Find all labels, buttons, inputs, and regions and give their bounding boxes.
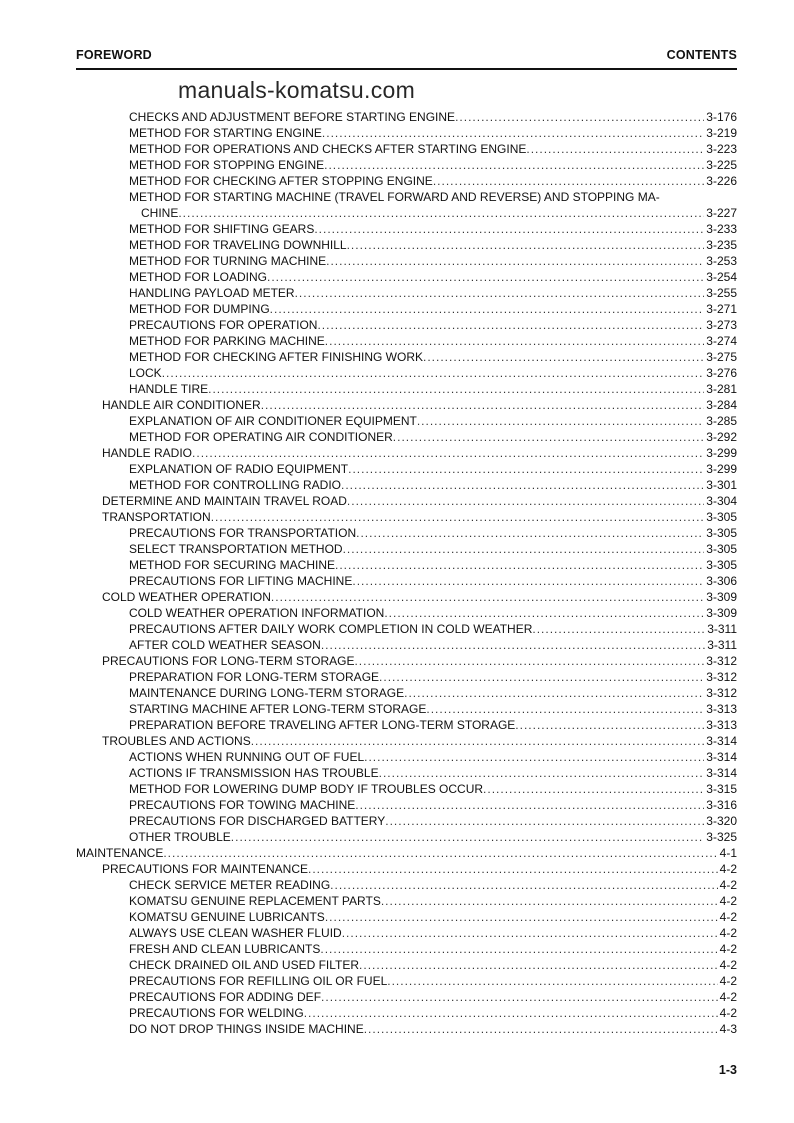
toc-entry-page: 3-253 bbox=[706, 254, 737, 268]
toc-entry[interactable] bbox=[129, 237, 737, 253]
toc-entry-page: 3-223 bbox=[706, 142, 737, 156]
toc-entry[interactable] bbox=[129, 429, 737, 445]
dot-leader bbox=[347, 237, 705, 253]
toc-entry-page: 3-314 bbox=[706, 750, 737, 764]
toc-entry-title: HANDLE AIR CONDITIONER bbox=[102, 398, 261, 412]
dot-leader bbox=[393, 429, 705, 445]
toc-entry[interactable] bbox=[102, 397, 737, 413]
toc-entry[interactable] bbox=[129, 477, 737, 493]
dot-leader bbox=[379, 765, 705, 781]
toc-entry[interactable] bbox=[129, 109, 737, 125]
toc-entry-page: 4-2 bbox=[719, 862, 737, 876]
toc-entry[interactable] bbox=[129, 813, 737, 829]
toc-entry[interactable] bbox=[129, 525, 737, 541]
toc-entry[interactable] bbox=[129, 1005, 737, 1021]
toc-entry[interactable] bbox=[129, 413, 737, 429]
toc-entry-page: 3-306 bbox=[706, 574, 737, 588]
toc-entry-title: KOMATSU GENUINE REPLACEMENT PARTS bbox=[129, 894, 381, 908]
dot-leader bbox=[433, 173, 704, 189]
toc-entry-title: HANDLING PAYLOAD METER bbox=[129, 286, 295, 300]
toc-entry[interactable] bbox=[129, 621, 737, 637]
toc-entry[interactable] bbox=[102, 445, 737, 461]
toc-entry[interactable] bbox=[129, 317, 737, 333]
toc-entry-title: ALWAYS USE CLEAN WASHER FLUID bbox=[129, 926, 342, 940]
toc-entry-title: PRECAUTIONS FOR TOWING MACHINE bbox=[129, 798, 356, 812]
toc-entry[interactable] bbox=[129, 749, 737, 765]
toc-entry-title: KOMATSU GENUINE LUBRICANTS bbox=[129, 910, 325, 924]
toc-entry[interactable] bbox=[129, 605, 737, 621]
toc-entry-title: PREPARATION BEFORE TRAVELING AFTER LONG-TERM STORAGE bbox=[129, 718, 516, 732]
dot-leader bbox=[532, 621, 705, 637]
toc-entry[interactable] bbox=[129, 173, 737, 189]
toc-entry[interactable] bbox=[129, 141, 737, 157]
watermark: manuals-komatsu.com bbox=[178, 77, 416, 103]
toc-entry-page: 4-2 bbox=[719, 958, 737, 972]
toc-entry[interactable] bbox=[129, 461, 737, 477]
toc-entry[interactable] bbox=[102, 589, 737, 605]
dot-leader bbox=[192, 445, 704, 461]
toc-entry[interactable] bbox=[129, 893, 737, 909]
toc-entry[interactable] bbox=[129, 285, 737, 301]
dot-leader bbox=[404, 685, 704, 701]
toc-entry[interactable] bbox=[129, 125, 737, 141]
toc-entry[interactable] bbox=[76, 845, 737, 861]
dot-leader bbox=[385, 813, 704, 829]
toc-entry-page: 3-285 bbox=[706, 414, 737, 428]
toc-entry-title: PRECAUTIONS AFTER DAILY WORK COMPLETION IN COLD WEATHER bbox=[129, 622, 533, 636]
dot-leader bbox=[320, 941, 717, 957]
toc-entry-page: 3-305 bbox=[706, 558, 737, 572]
toc-entry-title: PRECAUTIONS FOR OPERATION bbox=[129, 318, 318, 332]
toc-entry-page: 4-2 bbox=[719, 974, 737, 988]
dot-leader bbox=[423, 349, 704, 365]
toc-entry-page: 3-311 bbox=[707, 638, 737, 652]
toc-entry-page: 4-2 bbox=[719, 926, 737, 940]
toc-entry-page: 3-305 bbox=[706, 526, 737, 540]
toc-entry-title: PRECAUTIONS FOR REFILLING OIL OR FUEL bbox=[129, 974, 388, 988]
dot-leader bbox=[231, 829, 705, 845]
toc-entry-title: METHOD FOR LOWERING DUMP BODY IF TROUBLES OCCUR bbox=[129, 782, 484, 796]
toc-entry-page: 3-312 bbox=[706, 670, 737, 684]
toc-entry-page: 3-309 bbox=[706, 590, 737, 604]
toc-entry-page: 3-276 bbox=[706, 366, 737, 380]
toc-entry-title: METHOD FOR TRAVELING DOWNHILL bbox=[129, 238, 347, 252]
toc-entry[interactable] bbox=[129, 349, 737, 365]
toc-entry-page: 3-226 bbox=[706, 174, 737, 188]
toc-entry[interactable] bbox=[129, 717, 737, 733]
header-section-title: FOREWORD bbox=[76, 48, 152, 62]
toc-entry[interactable] bbox=[129, 701, 737, 717]
toc-entry-title: METHOD FOR STARTING ENGINE bbox=[129, 126, 322, 140]
toc-entry-page: 3-284 bbox=[706, 398, 737, 412]
toc-entry-title: METHOD FOR CHECKING AFTER FINISHING WORK bbox=[129, 350, 424, 364]
dot-leader bbox=[483, 781, 704, 797]
dot-leader bbox=[352, 573, 704, 589]
toc-entry-page: 3-325 bbox=[706, 830, 737, 844]
toc-entry[interactable] bbox=[129, 637, 737, 653]
toc-entry[interactable] bbox=[129, 365, 737, 381]
toc-entry-title: PRECAUTIONS FOR DISCHARGED BATTERY bbox=[129, 814, 386, 828]
dot-leader bbox=[364, 749, 704, 765]
toc-entry-title: MAINTENANCE DURING LONG-TERM STORAGE bbox=[129, 686, 405, 700]
toc-entry-page: 4-1 bbox=[719, 846, 737, 860]
toc-entry-title: COLD WEATHER OPERATION INFORMATION bbox=[129, 606, 385, 620]
toc-entry-title: METHOD FOR STARTING MACHINE (TRAVEL FORWARD AND REVERSE) AND STOPPING MA- bbox=[129, 190, 660, 204]
toc-entry-title: METHOD FOR SHIFTING GEARS bbox=[129, 222, 315, 236]
toc-entry[interactable] bbox=[102, 653, 737, 669]
toc-entry-title: PRECAUTIONS FOR WELDING bbox=[129, 1006, 304, 1020]
toc-entry[interactable] bbox=[129, 909, 737, 925]
toc-entry-title: CHECK SERVICE METER READING bbox=[129, 878, 331, 892]
toc-entry-page: 3-219 bbox=[706, 126, 737, 140]
dot-leader bbox=[178, 205, 704, 221]
toc-entry-title: METHOD FOR CONTROLLING RADIO bbox=[129, 478, 342, 492]
toc-entry[interactable] bbox=[129, 829, 737, 845]
toc-entry-page: 3-233 bbox=[706, 222, 737, 236]
toc-entry-page: 3-309 bbox=[706, 606, 737, 620]
header-contents-title: CONTENTS bbox=[666, 48, 737, 62]
toc-entry-page: 3-314 bbox=[706, 734, 737, 748]
toc-entry-page: 4-2 bbox=[719, 942, 737, 956]
toc-entry-page: 3-227 bbox=[706, 206, 737, 220]
dot-leader bbox=[387, 973, 717, 989]
toc-entry-title: STARTING MACHINE AFTER LONG-TERM STORAGE bbox=[129, 702, 427, 716]
dot-leader bbox=[321, 637, 705, 653]
toc-entry-title: OTHER TROUBLE bbox=[129, 830, 231, 844]
toc-entry[interactable] bbox=[102, 493, 737, 509]
toc-entry-page: 3-305 bbox=[706, 542, 737, 556]
toc-entry-title: METHOD FOR PARKING MACHINE bbox=[129, 334, 325, 348]
toc-entry-title: METHOD FOR OPERATIONS AND CHECKS AFTER STARTING ENGINE bbox=[129, 142, 527, 156]
toc-entry-title: COLD WEATHER OPERATION bbox=[102, 590, 271, 604]
toc-entry-page: 3-292 bbox=[706, 430, 737, 444]
toc-entry-title: CHECK DRAINED OIL AND USED FILTER bbox=[129, 958, 360, 972]
toc-entry-page: 4-2 bbox=[719, 990, 737, 1004]
toc-entry[interactable] bbox=[129, 877, 737, 893]
toc-entry-page: 3-176 bbox=[706, 110, 737, 124]
toc-entry[interactable] bbox=[129, 253, 737, 269]
toc-entry-page: 3-320 bbox=[706, 814, 737, 828]
toc-entry-page: 3-299 bbox=[706, 462, 737, 476]
toc-entry[interactable] bbox=[129, 941, 737, 957]
toc-entry-page: 3-305 bbox=[706, 510, 737, 524]
toc-entry[interactable] bbox=[129, 333, 737, 349]
toc-entry-page: 3-304 bbox=[706, 494, 737, 508]
dot-leader bbox=[355, 797, 704, 813]
dot-leader bbox=[325, 909, 718, 925]
toc-entry-page: 3-311 bbox=[707, 622, 737, 636]
dot-leader bbox=[322, 125, 704, 141]
toc-entry-page: 4-3 bbox=[719, 1022, 737, 1036]
dot-leader bbox=[314, 221, 704, 237]
toc-entry-title: FRESH AND CLEAN LUBRICANTS bbox=[129, 942, 321, 956]
toc-entry[interactable] bbox=[129, 301, 737, 317]
dot-leader bbox=[251, 733, 705, 749]
toc-entry-page: 3-301 bbox=[706, 478, 737, 492]
toc-entry-title: EXPLANATION OF AIR CONDITIONER EQUIPMENT bbox=[129, 414, 417, 428]
toc-entry-title: PRECAUTIONS FOR MAINTENANCE bbox=[102, 862, 309, 876]
toc-entry-page: 4-2 bbox=[719, 878, 737, 892]
dot-leader bbox=[324, 157, 704, 173]
toc-entry[interactable] bbox=[102, 861, 737, 877]
dot-leader bbox=[325, 333, 705, 349]
toc-entry-title: METHOD FOR SECURING MACHINE bbox=[129, 558, 336, 572]
dot-leader bbox=[163, 845, 717, 861]
toc-entry-page: 3-313 bbox=[706, 718, 737, 732]
toc-entry-page: 3-271 bbox=[706, 302, 737, 316]
dot-leader bbox=[359, 957, 718, 973]
toc-entry-title: METHOD FOR TURNING MACHINE bbox=[129, 254, 327, 268]
toc-entry-title: PRECAUTIONS FOR TRANSPORTATION bbox=[129, 526, 357, 540]
dot-leader bbox=[342, 925, 718, 941]
toc-entry[interactable] bbox=[129, 1021, 737, 1037]
dot-leader bbox=[515, 717, 704, 733]
toc-entry-title: DETERMINE AND MAINTAIN TRAVEL ROAD bbox=[102, 494, 347, 508]
toc-entry-title: PRECAUTIONS FOR ADDING DEF bbox=[129, 990, 322, 1004]
dot-leader bbox=[271, 589, 704, 605]
toc-entry-title: DO NOT DROP THINGS INSIDE MACHINE bbox=[129, 1022, 364, 1036]
dot-leader bbox=[317, 317, 704, 333]
toc-entry[interactable] bbox=[129, 781, 737, 797]
toc-entry-title: MAINTENANCE bbox=[76, 846, 164, 860]
toc-entry-title: METHOD FOR OPERATING AIR CONDITIONER bbox=[129, 430, 393, 444]
toc-entry-title: METHOD FOR DUMPING bbox=[129, 302, 270, 316]
toc-entry-title: LOCK bbox=[129, 366, 162, 380]
toc-entry-page: 3-275 bbox=[706, 350, 737, 364]
toc-entry-page: 3-225 bbox=[706, 158, 737, 172]
dot-leader bbox=[211, 509, 705, 525]
toc-entry-title: HANDLE TIRE bbox=[129, 382, 209, 396]
toc-entry[interactable] bbox=[129, 685, 737, 701]
dot-leader bbox=[261, 397, 705, 413]
toc-entry[interactable] bbox=[129, 157, 737, 173]
toc-entry[interactable] bbox=[102, 509, 737, 525]
toc-entry-page: 3-313 bbox=[706, 702, 737, 716]
toc-entry-title: PRECAUTIONS FOR LONG-TERM STORAGE bbox=[102, 654, 355, 668]
toc-entry-page: 3-312 bbox=[706, 686, 737, 700]
dot-leader bbox=[341, 477, 704, 493]
toc-entry[interactable] bbox=[129, 669, 737, 685]
toc-entry[interactable] bbox=[129, 381, 737, 397]
toc-entry-page: 4-2 bbox=[719, 910, 737, 924]
toc-entry[interactable] bbox=[129, 557, 737, 573]
toc-entry-page: 3-299 bbox=[706, 446, 737, 460]
toc-entry-title: ACTIONS IF TRANSMISSION HAS TROUBLE bbox=[129, 766, 379, 780]
toc-entry[interactable] bbox=[129, 269, 737, 285]
dot-leader bbox=[335, 557, 704, 573]
dot-leader bbox=[381, 893, 718, 909]
toc-entry[interactable] bbox=[129, 989, 737, 1005]
toc-entry-title-continued: CHINE bbox=[141, 206, 179, 220]
toc-entry-page: 3-254 bbox=[706, 270, 737, 284]
dot-leader bbox=[526, 141, 704, 157]
dot-leader bbox=[326, 253, 704, 269]
toc-entry[interactable] bbox=[129, 925, 737, 941]
toc-entry-page: 3-315 bbox=[706, 782, 737, 796]
toc-entry[interactable] bbox=[129, 573, 737, 589]
dot-leader bbox=[270, 301, 705, 317]
toc-entry-title: SELECT TRANSPORTATION METHOD bbox=[129, 542, 343, 556]
dot-leader bbox=[304, 1005, 718, 1021]
dot-leader bbox=[379, 669, 704, 685]
dot-leader bbox=[426, 701, 704, 717]
toc-entry-title: TROUBLES AND ACTIONS bbox=[102, 734, 251, 748]
toc-entry-title: PREPARATION FOR LONG-TERM STORAGE bbox=[129, 670, 380, 684]
toc-entry-page: 3-312 bbox=[706, 654, 737, 668]
dot-leader bbox=[295, 285, 705, 301]
toc-entry-page: 3-314 bbox=[706, 766, 737, 780]
toc-entry-page: 4-2 bbox=[719, 894, 737, 908]
dot-leader bbox=[455, 109, 704, 125]
toc-entry[interactable] bbox=[129, 189, 737, 205]
dot-leader bbox=[343, 541, 705, 557]
toc-entry-title: METHOD FOR STOPPING ENGINE bbox=[129, 158, 325, 172]
toc-entry[interactable] bbox=[129, 541, 737, 557]
toc-entry-title: HANDLE RADIO bbox=[102, 446, 193, 460]
toc-entry-title: METHOD FOR LOADING bbox=[129, 270, 268, 284]
toc-entry[interactable] bbox=[129, 221, 737, 237]
toc-entry-title: CHECKS AND ADJUSTMENT BEFORE STARTING ENGINE bbox=[129, 110, 456, 124]
dot-leader bbox=[308, 861, 718, 877]
dot-leader bbox=[384, 605, 704, 621]
dot-leader bbox=[208, 381, 704, 397]
toc-entry-page: 4-2 bbox=[719, 1006, 737, 1020]
toc-entry-title: AFTER COLD WEATHER SEASON bbox=[129, 638, 321, 652]
toc-entry-title: TRANSPORTATION bbox=[102, 510, 211, 524]
toc-entry[interactable] bbox=[129, 973, 737, 989]
dot-leader bbox=[330, 877, 718, 893]
toc-entry-page: 3-281 bbox=[706, 382, 737, 396]
dot-leader bbox=[162, 365, 705, 381]
dot-leader bbox=[354, 653, 704, 669]
dot-leader bbox=[347, 493, 704, 509]
toc-entry[interactable] bbox=[102, 733, 737, 749]
toc-entry[interactable] bbox=[129, 765, 737, 781]
toc-entry[interactable] bbox=[129, 797, 737, 813]
toc-entry-page: 3-235 bbox=[706, 238, 737, 252]
toc-entry-title: METHOD FOR CHECKING AFTER STOPPING ENGINE bbox=[129, 174, 433, 188]
page-number: 1-3 bbox=[718, 1063, 737, 1077]
dot-leader bbox=[417, 413, 704, 429]
toc-entry[interactable] bbox=[129, 957, 737, 973]
toc-entry-title: ACTIONS WHEN RUNNING OUT OF FUEL bbox=[129, 750, 365, 764]
header-divider bbox=[76, 68, 737, 70]
dot-leader bbox=[267, 269, 704, 285]
toc-entry-page: 3-255 bbox=[706, 286, 737, 300]
toc-entry-title: PRECAUTIONS FOR LIFTING MACHINE bbox=[129, 574, 353, 588]
toc-entry-title: EXPLANATION OF RADIO EQUIPMENT bbox=[129, 462, 349, 476]
dot-leader bbox=[348, 461, 704, 477]
toc-entry-page: 3-274 bbox=[706, 334, 737, 348]
toc-entry-page: 3-273 bbox=[706, 318, 737, 332]
dot-leader bbox=[356, 525, 704, 541]
dot-leader bbox=[321, 989, 718, 1005]
toc-entry-continuation[interactable] bbox=[141, 205, 737, 221]
toc-entry-page: 3-316 bbox=[706, 798, 737, 812]
dot-leader bbox=[364, 1021, 718, 1037]
